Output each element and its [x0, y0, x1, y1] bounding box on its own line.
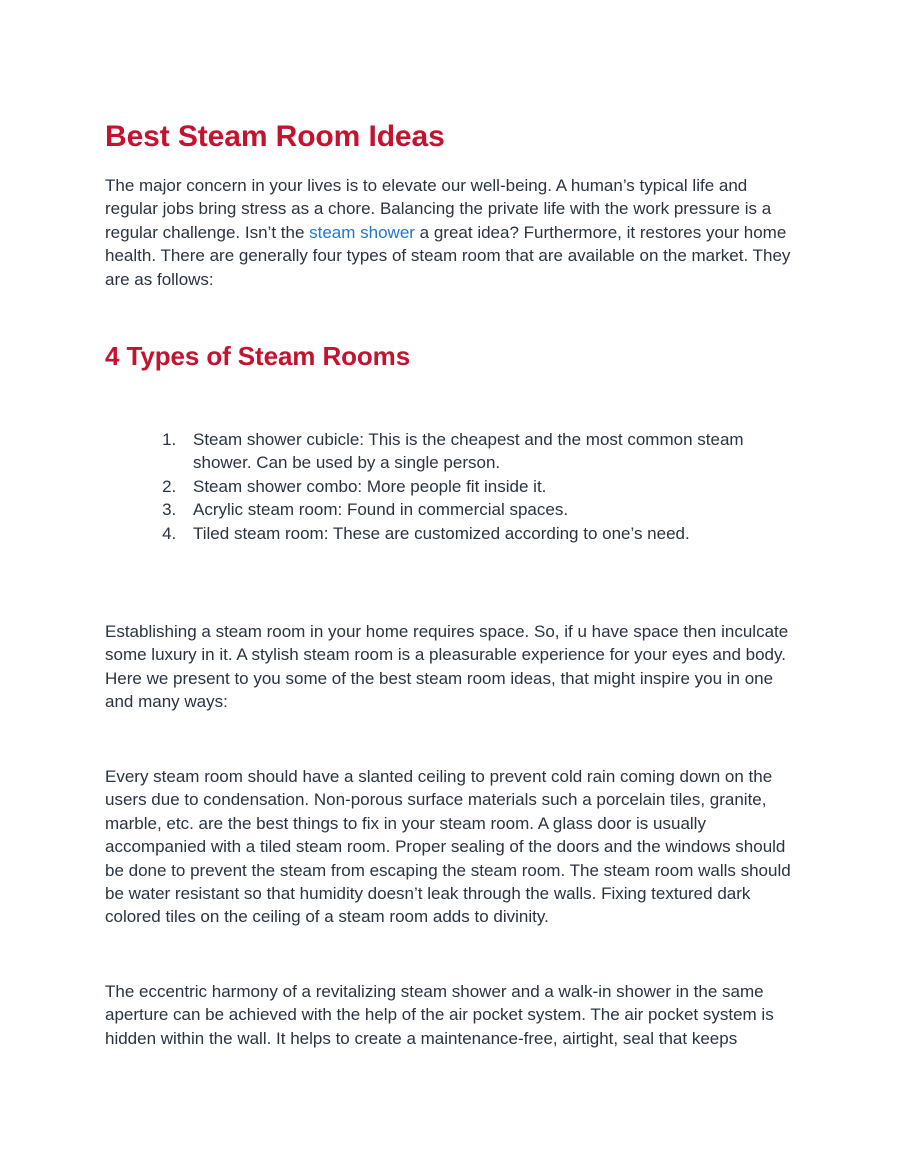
air-pocket-paragraph: The eccentric harmony of a revitalizing steam shower and a walk-in shower in the same aperture can be achieved with the help of the air pocket system. The air pocket system is hidden within the wall. It helps to create a maintenance-free, airtight, seal that keeps	[105, 982, 774, 1048]
intro-paragraph	[105, 174, 793, 291]
list-item: 2. Steam shower combo: More people fit inside it.	[181, 475, 793, 498]
intro-text-before-link: The major concern in your lives is to elevate our well-being. A human’s typical life and regular jobs bring stress as a chore. Balancing the private life with the work pressure is a regular challenge. Isn’t the	[105, 176, 772, 242]
space-paragraph: Establishing a steam room in your home requires space. So, if u have space then inculcate some luxury in it. A stylish steam room is a pleasurable experience for your eyes and body. Here we present to you some of the best steam room ideas, that might inspire you in one and many ways:	[105, 622, 789, 712]
slanted-ceiling-paragraph: Every steam room should have a slanted ceiling to prevent cold rain coming down on the users due to condensation. Non-porous surface materials such a porcelain tiles, granite, marble, etc. are the best things to fix in your steam room. A glass door is usually accompanied with a tiled steam room. Proper sealing of the doors and the windows should be done to prevent the steam from escaping the steam room. The steam room walls should be water resistant so that humidity doesn’t leak through the walls. Fixing textured dark colored tiles on the ceiling of a steam room adds to divinity.	[105, 767, 791, 927]
list-item: 3. Acrylic steam room: Found in commercial spaces.	[181, 498, 793, 521]
list-item: 1. Steam shower cubicle: This is the cheapest and the most common steam shower. Can be used by a single person.	[181, 428, 793, 475]
section-heading-types: 4 Types of Steam Rooms	[105, 341, 411, 371]
page-title: Best Steam Room Ideas	[105, 120, 445, 153]
list-item: 4. Tiled steam room: These are customized according to one’s need.	[181, 522, 793, 545]
steam-shower-link[interactable]: steam shower	[309, 222, 415, 242]
intro-text-after-link: a great idea? Furthermore, it restores your home health. There are generally four types of steam room that are available on the market. They are as follows:	[105, 222, 791, 289]
steam-room-types-list	[105, 428, 793, 545]
